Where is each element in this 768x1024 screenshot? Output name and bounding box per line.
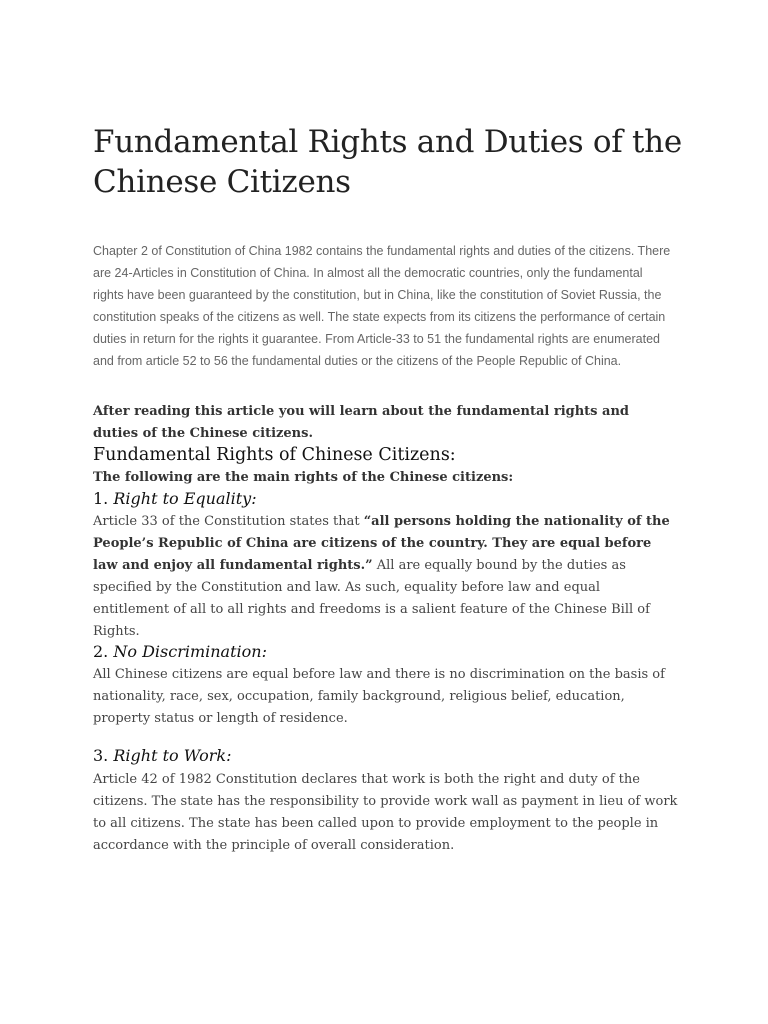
right-text-before: Article 33 of the Constitution states that — [93, 514, 364, 529]
right-text-no-discrimination: All Chinese citizens are equal before law and there is no discrimination on the basis of nationality, race, sex, occupation, family background, religious belief, education, property status or length of residence. — [93, 667, 665, 726]
document-title: Fundamental Rights and Duties of the Chinese Citizens — [93, 124, 682, 200]
right-heading-equality — [93, 488, 257, 510]
right-title: Right to Equality: — [113, 489, 257, 508]
right-number: 2. — [93, 642, 109, 661]
right-number: 1. — [93, 489, 109, 508]
right-quote: “all persons holding the nationality of the People’s Republic of China are citizens of the country. They are equal before law and enjoy all fundamental rights.” — [93, 514, 670, 573]
right-title: No Discrimination: — [113, 642, 267, 661]
right-heading-work — [93, 745, 231, 767]
intro-paragraph: Chapter 2 of Constitution of China 1982 contains the fundamental rights and duties of the citizens. There are 24-Articles in Constitution of China. In almost all the democratic countries, only the fundamental rights have been guaranteed by the constitution, but in China, like the constitution of Soviet Russia, the constitution speaks of the citizens as well. The state expects from its citizens the performance of certain duties in return for the rights it guarantee. From Article-33 to 51 the fundamental rights are enumerated and from article 52 to 56 the fundamental duties or the citizens of the People Republic of China. — [93, 244, 671, 368]
right-heading-no-discrimination — [93, 641, 267, 663]
right-title: Right to Work: — [113, 746, 232, 765]
right-text-after: All are equally bound by the duties as specified by the Constitution and law. As such, equality before law and equal entitlement of all to all rights and freedoms is a salient feature of the Chinese Bill of Rights. — [93, 558, 650, 639]
right-number: 3. — [93, 746, 109, 765]
right-text-equality — [93, 511, 678, 643]
section-heading: Fundamental Rights of Chinese Citizens: — [93, 445, 456, 465]
section-subheading: The following are the main rights of the Chinese citizens: — [93, 470, 514, 485]
right-text-work: Article 42 of 1982 Constitution declares that work is both the right and duty of the citizens. The state has the responsibility to provide work wall as payment in lieu of work to all citizens. The state has been called upon to provide employment to the people in accordance with the principle of overall consideration. — [93, 772, 678, 853]
lead-paragraph: After reading this article you will learn about the fundamental rights and duties of the Chinese citizens. — [93, 404, 629, 441]
